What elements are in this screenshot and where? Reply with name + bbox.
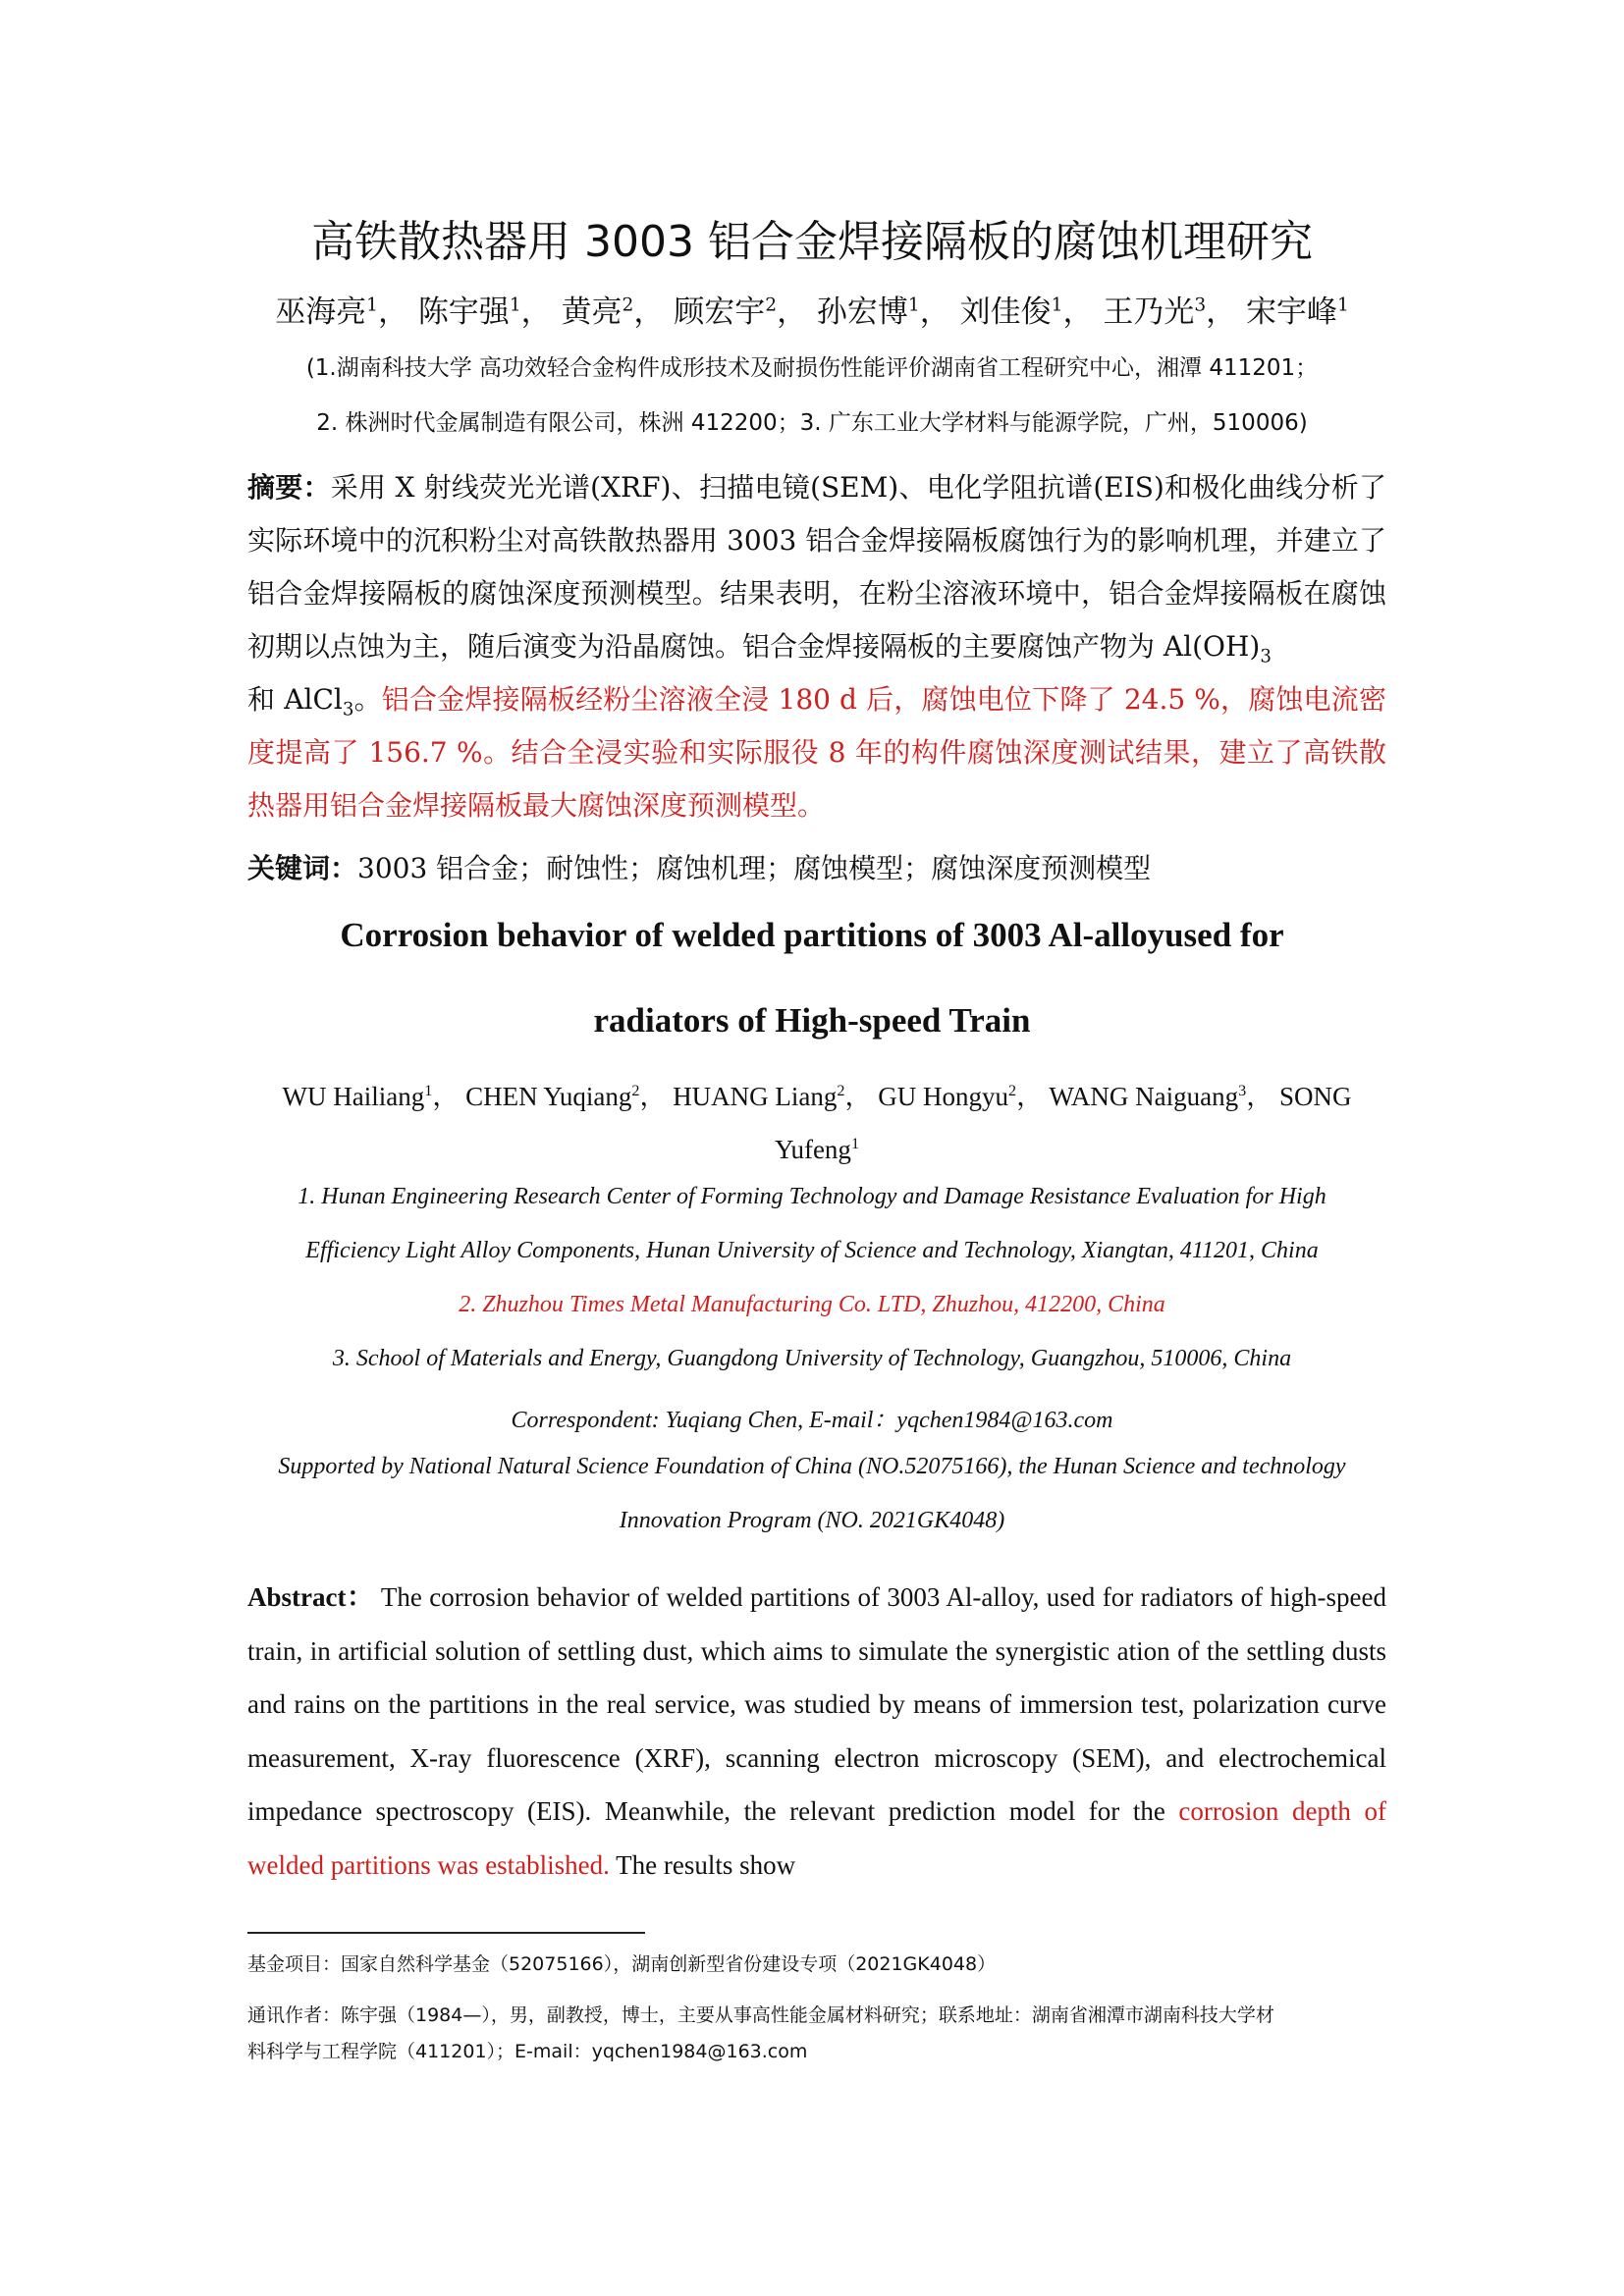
en-author: WANG Naiguang$^3$ (1049, 1082, 1247, 1111)
en-support-2: Innovation Program (NO. 2021GK4048) (619, 1508, 1005, 1533)
zh-keywords (247, 842, 1386, 895)
en-author: WU Hailiang$^1$ (282, 1082, 433, 1111)
en-abstract-highlight: corrosion depth of welded partitions was established. (247, 1796, 1386, 1880)
en-affiliation-3: 3. School of Materials and Energy, Guangdong University of Technology, Guangzhou, 510006, China (332, 1346, 1292, 1371)
en-author-list: WU Hailiang$^1$， CHEN Yuqiang$^2$， HUANG Liang$^2$， GU Hongyu$^2$， WANG Naiguang$^3$， SONG Yufeng$^1$ (282, 1082, 1352, 1164)
zh-author-list: 巫海亮$^1$， 陈宇强$^1$， 黄亮$^2$， 顾宏宇$^2$， 孙宏博$^1$， 刘佳俊$^1$， 王乃光$^3$， 宋宇峰$^1$ (275, 294, 1349, 330)
en-support-1: Supported by National Natural Science Foundation of China (NO.52075166), the Hunan Science and technology (278, 1454, 1346, 1479)
en-author: CHEN Yuqiang$^2$ (465, 1082, 640, 1111)
zh-keywords-label: 关键词： (247, 852, 358, 884)
en-abstract: Abstract： The corrosion behavior of welded partitions of 3003 Al-alloy, used for radiators of high-speed train, in artificial solution of settling dust, which aims to simulate the synergistic ation of the settling dusts and rains on the partitions in the real service, was studied by means of immersion test, polarization curve measurement, X-ray fluorescence (XRF), scanning electron microscopy (SEM), and electrochemical impedance spectroscopy (EIS). Meanwhile, the relevant prediction model for the corrosion depth of welded partitions was established. The results show (247, 1582, 1386, 1880)
en-affiliation-1a: 1. Hunan Engineering Research Center of Forming Technology and Damage Resistance Evaluation for High (298, 1184, 1326, 1209)
footnote-correspondent-2: 料科学与工程学院（411201）；E-mail：yqchen1984@163.com (247, 2041, 808, 2062)
zh-author: 陈宇强$^1$ (417, 294, 521, 330)
en-affiliation-2: 2. Zhuzhou Times Metal Manufacturing Co. LTD, Zhuzhou, 412200, China (459, 1292, 1165, 1317)
zh-author: 顾宏宇$^2$ (674, 294, 778, 330)
zh-author: 刘佳俊$^1$ (959, 294, 1063, 330)
zh-author: 宋宇峰$^1$ (1246, 294, 1349, 330)
en-author: GU Hongyu$^2$ (878, 1082, 1017, 1111)
zh-keywords-text: 3003 铝合金；耐蚀性；腐蚀机理；腐蚀模型；腐蚀深度预测模型 (357, 852, 1152, 884)
zh-author: 黄亮$^2$ (561, 294, 634, 330)
en-title-line-1: Corrosion behavior of welded partitions of 3003 Al-alloyused for (340, 916, 1284, 954)
zh-abstract-label: 摘要： (247, 471, 331, 504)
zh-abstract-highlight: 铝合金焊接隔板经粉尘溶液全浸 180 d 后，腐蚀电位下降了 24.5 %，腐蚀电流密度提高了 156.7 %。结合全浸实验和实际服役 8 年的构件腐蚀深度测试结果，建立了高铁散热器用铝合金焊接隔板最大腐蚀深度预测模型。 (247, 683, 1386, 822)
footnote-correspondent-1: 通讯作者：陈宇强（1984—），男，副教授，博士，主要从事高性能金属材料研究；联系地址：湖南省湘潭市湖南科技大学材 (247, 2004, 1274, 2026)
en-correspondent: Correspondent: Yuqiang Chen, E-mail：yqchen1984@163.com (511, 1408, 1113, 1433)
zh-abstract: 摘要：采用 X 射线荧光光谱(XRF)、扫描电镜(SEM)、电化学阻抗谱(EIS)和极化曲线分析了实际环境中的沉积粉尘对高铁散热器用 3003 铝合金焊接隔板腐蚀行为的影响机理，并建立了铝合金焊接隔板的腐蚀深度预测模型。结果表明，在粉尘溶液环境中，铝合金焊接隔板在腐蚀初期以点蚀为主，随后演变为沿晶腐蚀。铝合金焊接隔板的主要腐蚀产物为 $Al(OH)_3$ 和 AlCl$_3$。铝合金焊接隔板经粉尘溶液全浸 180 d 后，腐蚀电位下降了 24.5 %，腐蚀电流密度提高了 156.7 %。结合全浸实验和实际服役 8 年的构件腐蚀深度测试结果，建立了高铁散热器用铝合金焊接隔板最大腐蚀深度预测模型。 (247, 471, 1386, 822)
zh-author: 孙宏博$^1$ (816, 294, 920, 330)
en-title-line-2: radiators of High-speed Train (593, 1001, 1031, 1040)
en-author: HUANG Liang$^2$ (673, 1082, 845, 1111)
en-affiliation-1b: Efficiency Light Alloy Components, Hunan University of Science and Technology, Xiangtan, 411201, China (305, 1238, 1319, 1263)
zh-title: 高铁散热器用 3003 铝合金焊接隔板的腐蚀机理研究 (311, 217, 1313, 267)
en-abstract-label: Abstract： (247, 1582, 374, 1612)
zh-author: 巫海亮$^1$ (275, 294, 378, 330)
zh-author: 王乃光$^3$ (1103, 294, 1207, 330)
zh-affiliation-2: 2. 株洲时代金属制造有限公司，株洲 412200；3. 广东工业大学材料与能源学院，广州，510006) (316, 410, 1308, 436)
footnote-divider (247, 1932, 645, 1934)
zh-affiliation-1: (1.湖南科技大学 高功效轻合金构件成形技术及耐损伤性能评价湖南省工程研究中心，湘潭 411201； (305, 355, 1319, 381)
zh-abstract-text: 采用 X 射线荧光光谱(XRF)、扫描电镜(SEM)、电化学阻抗谱(EIS)和极化曲线分析了实际环境中的沉积粉尘对高铁散热器用 3003 铝合金焊接隔板腐蚀行为的影响机理，并建立了铝合金焊接隔板的腐蚀深度预测模型。结果表明，在粉尘溶液环境中，铝合金焊接隔板在腐蚀初期以点蚀为主，随后演变为沿晶腐蚀。铝合金焊接隔板的主要腐蚀产物为 Al(OH) (247, 471, 1386, 663)
footnote-fund: 基金项目：国家自然科学基金（52075166），湖南创新型省份建设专项（2021GK4048） (247, 1953, 997, 1975)
en-author: SONG Yufeng$^1$ (774, 1082, 1352, 1164)
en-abstract-text: The corrosion behavior of welded partitions of 3003 Al-alloy, used for radiators of high-speed train, in artificial solution of settling dust, which aims to simulate the synergistic ation of the settling dusts and rains on the partitions in the real service, was studied by means of immersion test, polarization curve measurement, X-ray fluorescence (XRF), scanning electron microscopy (SEM), and electrochemical impedance spectroscopy (EIS). Meanwhile, the relevant prediction model for the (247, 1582, 1386, 1826)
